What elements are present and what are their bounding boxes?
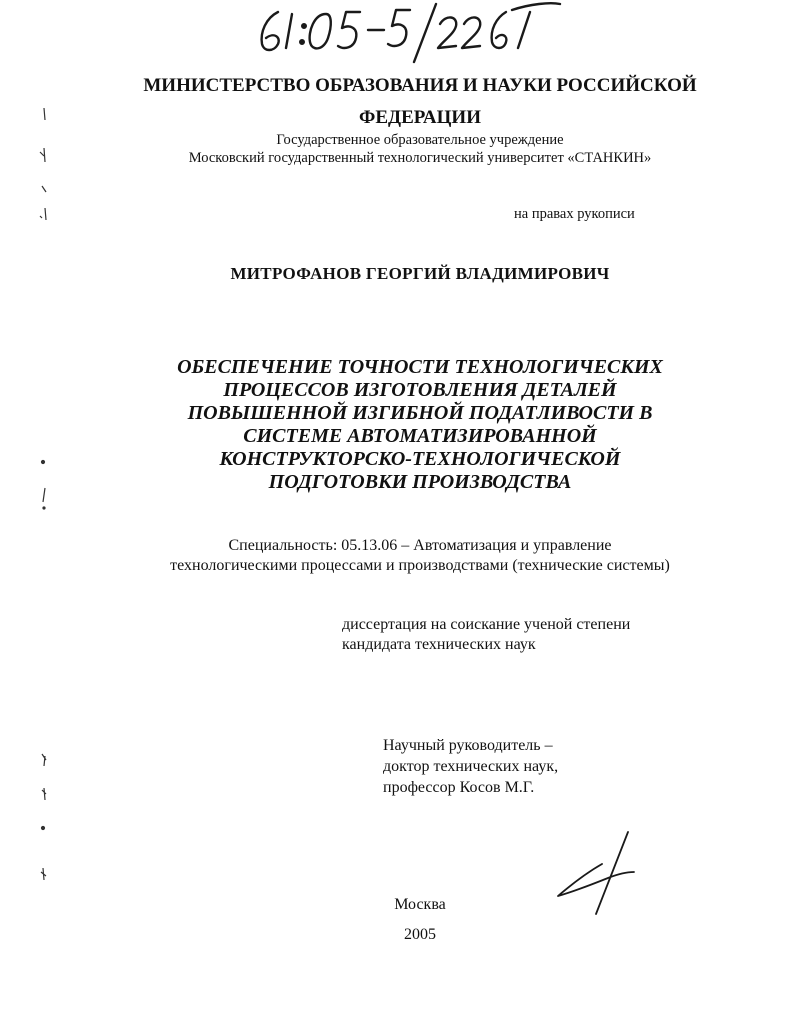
signature bbox=[548, 828, 638, 918]
title-line: ПОВЫШЕННОЙ ИЗГИБНОЙ ПОДАТЛИВОСТИ В bbox=[187, 402, 653, 424]
specialty-line-1: Специальность: 05.13.06 – Автоматизация и управление bbox=[228, 537, 612, 554]
scan-margin-marks bbox=[30, 100, 70, 900]
year: 2005 bbox=[404, 926, 436, 943]
ministry-heading bbox=[120, 70, 720, 134]
author-name: МИТРОФАНОВ ГЕОРГИЙ ВЛАДИМИРОВИЧ bbox=[230, 264, 610, 283]
ministry-line-1: МИНИСТЕРСТВО ОБРАЗОВАНИЯ И НАУКИ РОССИЙСКОЙ bbox=[143, 75, 697, 96]
specialty-block bbox=[100, 536, 740, 576]
institution-block bbox=[120, 131, 720, 167]
degree-line-2: кандидата технических наук bbox=[342, 636, 536, 653]
institution-line-2: Московский государственный технологический университет «СТАНКИН» bbox=[188, 150, 652, 166]
rights-note: на правах рукописи bbox=[514, 206, 635, 222]
degree-line-1: диссертация на соискание ученой степени bbox=[342, 616, 631, 633]
dissertation-title bbox=[110, 356, 730, 494]
supervisor-block bbox=[383, 735, 558, 798]
title-line: КОНСТРУКТОРСКО-ТЕХНОЛОГИЧЕСКОЙ bbox=[219, 448, 621, 470]
supervisor-line-3: профессор Косов М.Г. bbox=[383, 779, 535, 796]
title-line: СИСТЕМЕ АВТОМАТИЗИРОВАННОЙ bbox=[243, 425, 597, 447]
supervisor-line-1: Научный руководитель – bbox=[383, 737, 553, 754]
handwritten-archive-number bbox=[200, 0, 620, 70]
title-line: ПРОЦЕССОВ ИЗГОТОВЛЕНИЯ ДЕТАЛЕЙ bbox=[223, 379, 617, 401]
city: Москва bbox=[394, 896, 446, 913]
title-line: ПОДГОТОВКИ ПРОИЗВОДСТВА bbox=[268, 471, 572, 493]
degree-block bbox=[342, 615, 630, 655]
institution-line-1: Государственное образовательное учреждение bbox=[276, 132, 564, 148]
supervisor-line-2: доктор технических наук, bbox=[383, 758, 559, 775]
title-line: ОБЕСПЕЧЕНИЕ ТОЧНОСТИ ТЕХНОЛОГИЧЕСКИХ bbox=[177, 356, 663, 378]
ministry-line-2: ФЕДЕРАЦИИ bbox=[359, 107, 481, 128]
specialty-line-2: технологическими процессами и производствами (технические системы) bbox=[170, 557, 670, 574]
